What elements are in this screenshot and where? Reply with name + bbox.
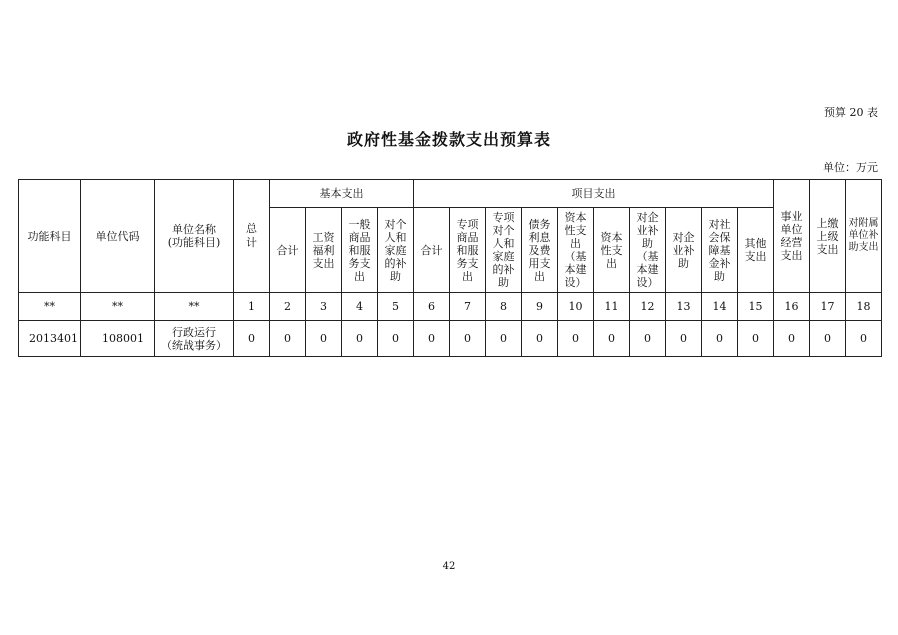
header-subsidiary: 对附属单位补助支出 bbox=[846, 180, 882, 293]
value-cell: 0 bbox=[846, 321, 882, 357]
header-upper-payment: 上缴上级支出 bbox=[810, 180, 846, 293]
index-cell: 11 bbox=[594, 293, 630, 321]
unit-name-cell bbox=[155, 321, 234, 357]
header-row-1 bbox=[19, 180, 882, 208]
header-basic-col: 合计 bbox=[270, 208, 306, 293]
value-cell: 0 bbox=[486, 321, 522, 357]
unit-label: 单位：万元 bbox=[823, 161, 878, 174]
header-unit-code: 单位代码 bbox=[81, 180, 155, 293]
page-title: 政府性基金拨款支出预算表 bbox=[346, 130, 551, 149]
table-row bbox=[19, 321, 882, 357]
header-unit-name-line2: (功能科目) bbox=[167, 236, 221, 249]
index-cell: 12 bbox=[630, 293, 666, 321]
index-cell: 13 bbox=[666, 293, 702, 321]
index-cell: 1 bbox=[234, 293, 270, 321]
value-cell: 0 bbox=[342, 321, 378, 357]
value-cell: 0 bbox=[450, 321, 486, 357]
header-project-col: 对社会保障基金补助 bbox=[702, 208, 738, 293]
index-cell: 8 bbox=[486, 293, 522, 321]
header-project-col: 专项商品和服务支出 bbox=[450, 208, 486, 293]
value-cell: 0 bbox=[234, 321, 270, 357]
value-cell: 0 bbox=[702, 321, 738, 357]
header-project-col: 债务利息及费用支出 bbox=[522, 208, 558, 293]
index-cell: ** bbox=[19, 293, 81, 321]
header-func-subject: 功能科目 bbox=[19, 180, 81, 293]
header-project-group: 项目支出 bbox=[414, 180, 774, 208]
value-cell: 0 bbox=[522, 321, 558, 357]
header-project-col: 专项对个人和家庭的补助 bbox=[486, 208, 522, 293]
header-public-inst: 事业单位经营支出 bbox=[774, 180, 810, 293]
func-code-cell: 2013401 bbox=[19, 321, 81, 357]
index-cell: 6 bbox=[414, 293, 450, 321]
index-cell: 3 bbox=[306, 293, 342, 321]
header-project-col: 资本性支出（基本建设） bbox=[558, 208, 594, 293]
value-cell: 0 bbox=[666, 321, 702, 357]
header-total: 总计 bbox=[234, 180, 270, 293]
index-cell: 18 bbox=[846, 293, 882, 321]
unit-code-cell: 108001 bbox=[81, 321, 155, 357]
index-cell: 4 bbox=[342, 293, 378, 321]
header-project-col: 资本性支出 bbox=[594, 208, 630, 293]
index-cell: 9 bbox=[522, 293, 558, 321]
header-basic-col: 工资福利支出 bbox=[306, 208, 342, 293]
index-cell: 2 bbox=[270, 293, 306, 321]
unit-name-line2: （统战事务） bbox=[161, 338, 227, 352]
value-cell: 0 bbox=[414, 321, 450, 357]
index-cell: ** bbox=[155, 293, 234, 321]
value-cell: 0 bbox=[738, 321, 774, 357]
header-project-col: 对企业补助 bbox=[666, 208, 702, 293]
page-number: 42 bbox=[442, 561, 456, 572]
index-cell: 17 bbox=[810, 293, 846, 321]
header-basic-col: 对个人和家庭的补助 bbox=[378, 208, 414, 293]
index-cell: 10 bbox=[558, 293, 594, 321]
value-cell: 0 bbox=[810, 321, 846, 357]
value-cell: 0 bbox=[594, 321, 630, 357]
value-cell: 0 bbox=[306, 321, 342, 357]
value-cell: 0 bbox=[378, 321, 414, 357]
index-cell: ** bbox=[81, 293, 155, 321]
budget-table bbox=[18, 179, 882, 357]
index-cell: 7 bbox=[450, 293, 486, 321]
value-cell: 0 bbox=[558, 321, 594, 357]
index-row bbox=[19, 293, 882, 321]
index-cell: 5 bbox=[378, 293, 414, 321]
header-basic-col: 一般商品和服务支出 bbox=[342, 208, 378, 293]
index-cell: 15 bbox=[738, 293, 774, 321]
header-unit-name bbox=[155, 180, 234, 293]
value-cell: 0 bbox=[630, 321, 666, 357]
header-unit-name-line1: 单位名称 bbox=[172, 223, 216, 236]
header-project-col: 其他支出 bbox=[738, 208, 774, 293]
header-project-col: 对企业补助（基本建设） bbox=[630, 208, 666, 293]
header-project-col: 合计 bbox=[414, 208, 450, 293]
value-cell: 0 bbox=[270, 321, 306, 357]
index-cell: 14 bbox=[702, 293, 738, 321]
index-cell: 16 bbox=[774, 293, 810, 321]
header-basic-group: 基本支出 bbox=[270, 180, 414, 208]
table-number: 预算 20 表 bbox=[824, 106, 878, 119]
unit-name-line1: 行政运行 bbox=[172, 325, 216, 339]
value-cell: 0 bbox=[774, 321, 810, 357]
